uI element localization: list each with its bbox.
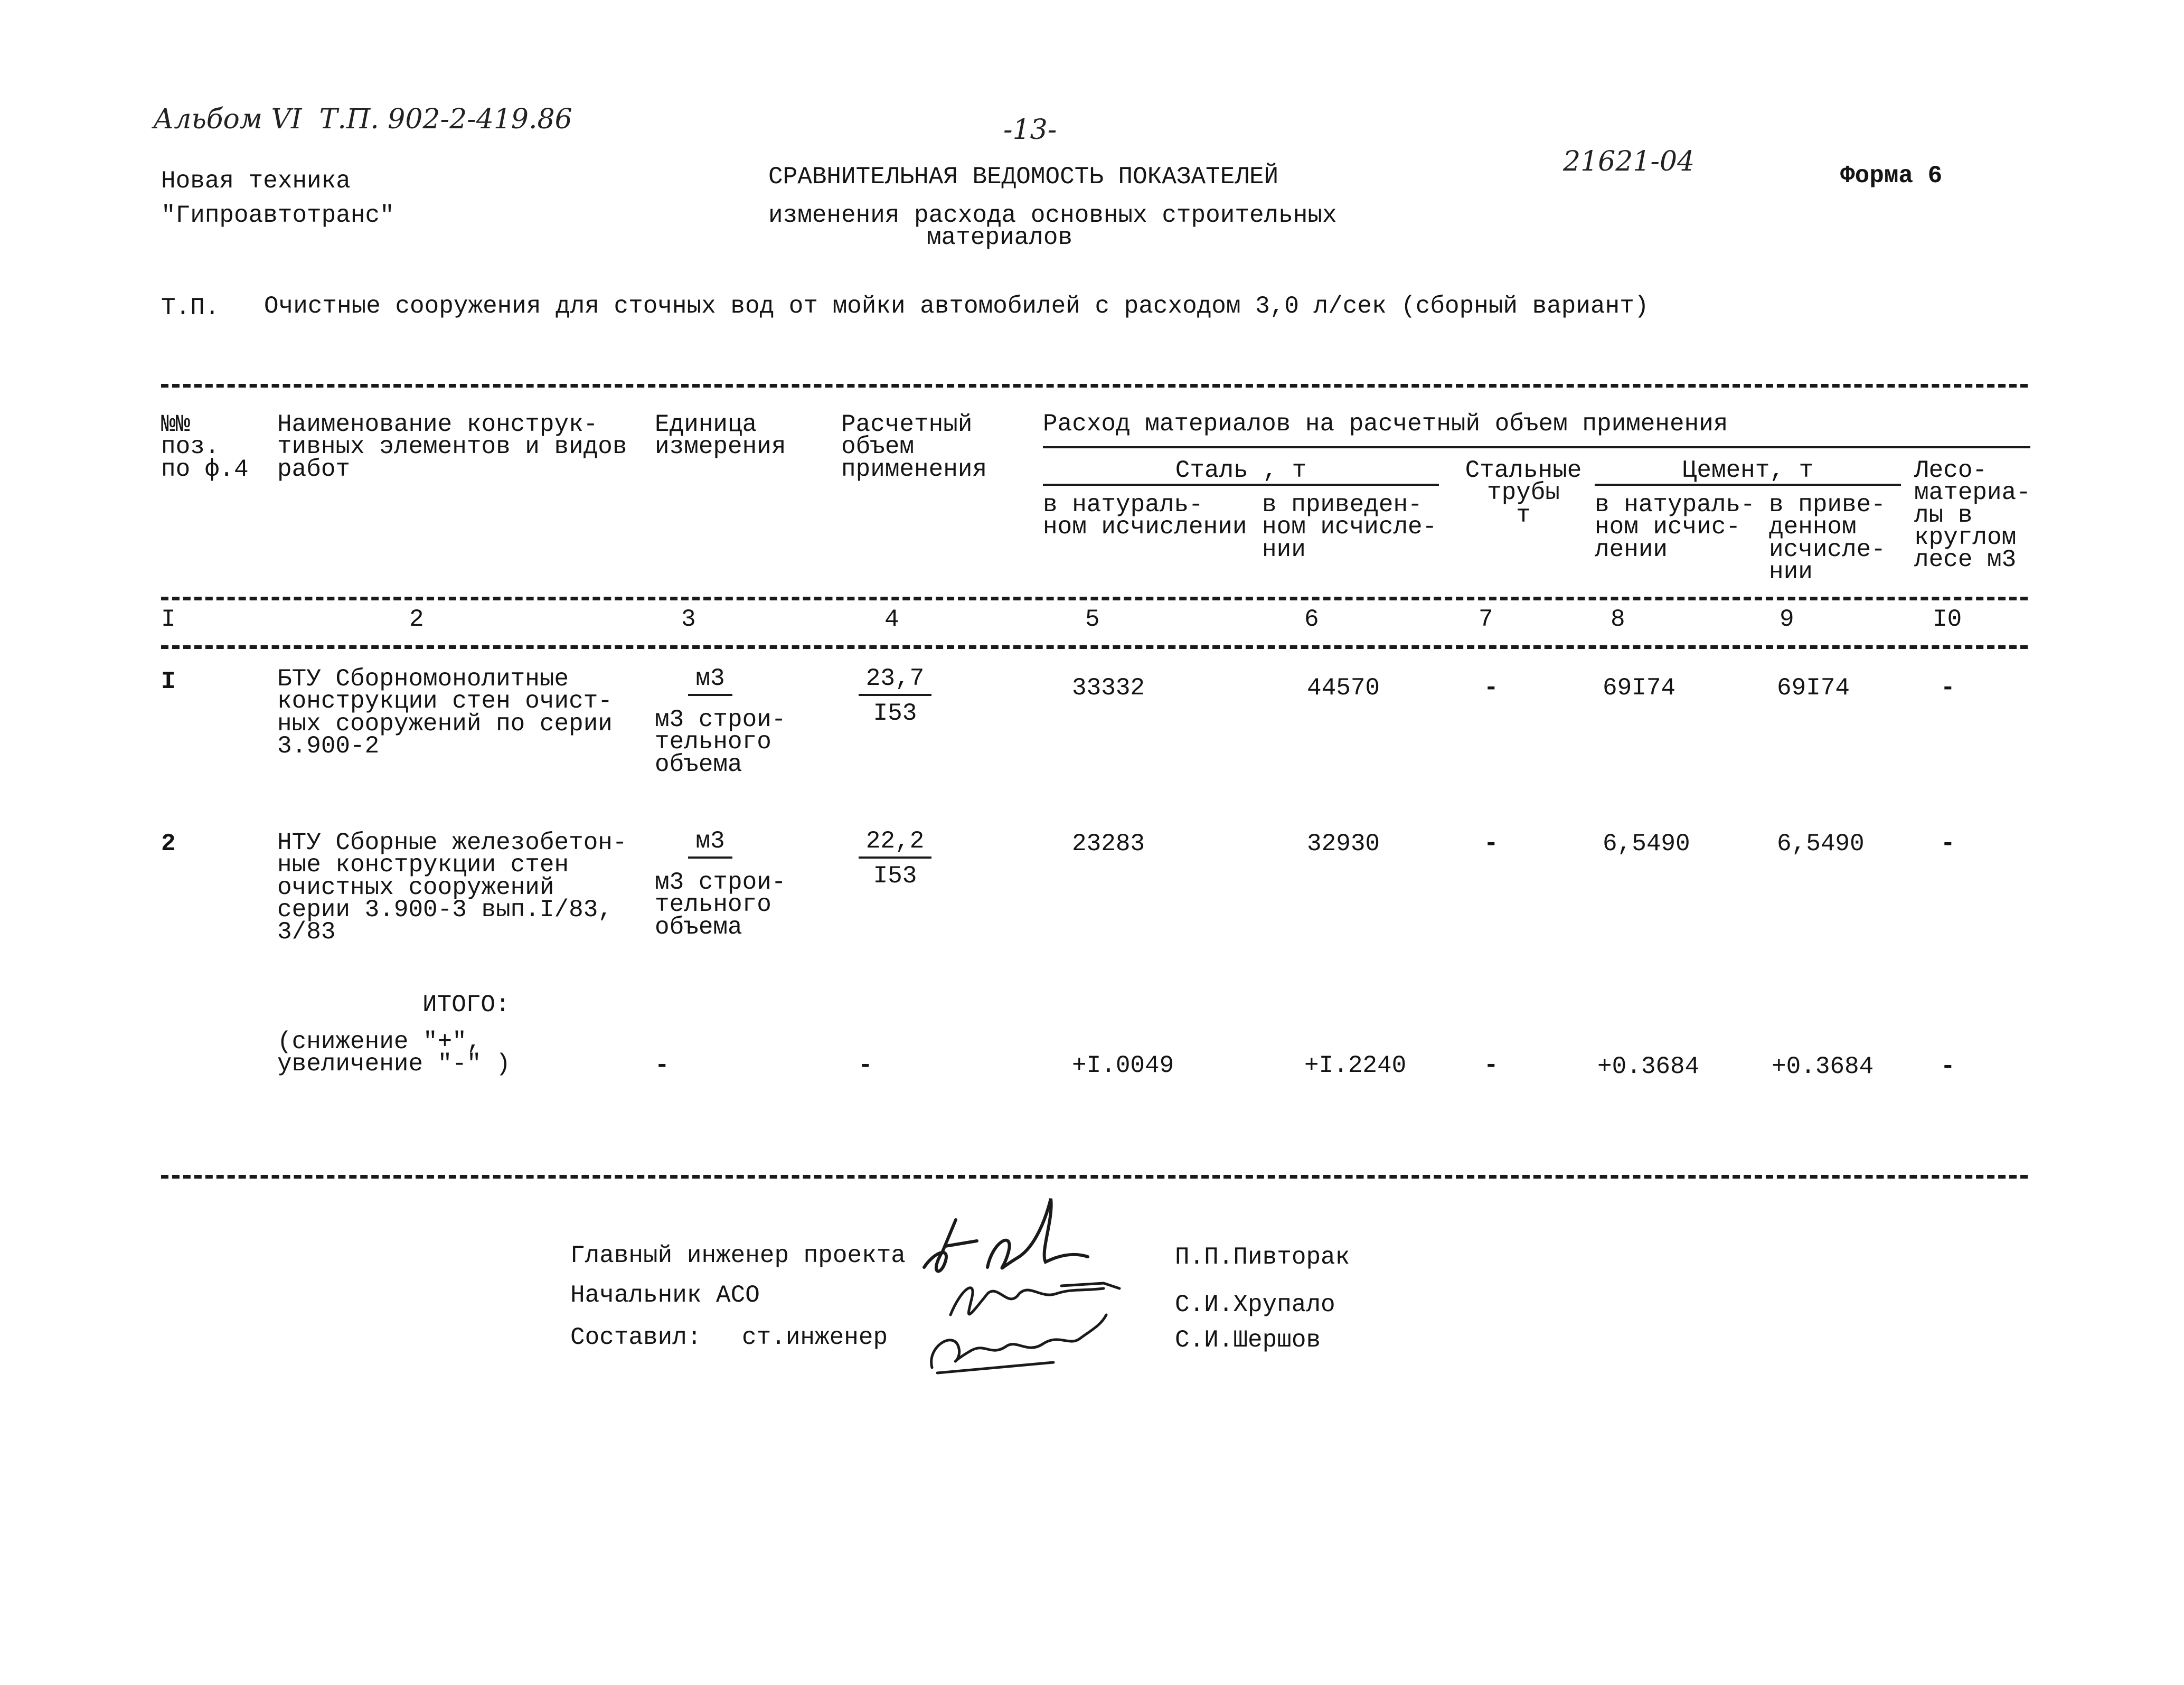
column-number: 9 bbox=[1780, 606, 1794, 633]
total-steel-reduced: +I.2240 bbox=[1304, 1052, 1407, 1079]
row-steel-pipes: - bbox=[1484, 674, 1499, 702]
header-cement-reduced: в приве- денном исчисле- нии bbox=[1769, 491, 1886, 586]
column-number: 3 bbox=[681, 606, 696, 633]
document-subtitle: изменения расхода основных строительных bbox=[768, 202, 1337, 229]
header-steel-reduced: в приведен- ном исчисле- нии bbox=[1262, 491, 1437, 563]
row-element-name: БТУ Сборномонолитные конструкции стен очист- ных сооружений по серии 3.900-2 bbox=[277, 665, 613, 760]
row-cement-natural: 69I74 bbox=[1603, 674, 1676, 702]
form-label: Форма 6 bbox=[1840, 162, 1943, 190]
column-number: 7 bbox=[1479, 606, 1493, 633]
row-cement-reduced: 6,5490 bbox=[1777, 830, 1865, 858]
document-title: СРАВНИТЕЛЬНАЯ ВЕДОМОСТЬ ПОКАЗАТЕЛЕЙ bbox=[768, 163, 1279, 191]
row-volume bbox=[840, 829, 950, 888]
row-unit-bottom: м3 строи- тельного объема bbox=[655, 706, 786, 778]
table-header-rule bbox=[161, 597, 2028, 600]
row-steel-reduced: 44570 bbox=[1307, 674, 1380, 702]
header-consumption: Расход материалов на расчетный объем применения bbox=[1043, 410, 1728, 438]
column-number: 6 bbox=[1304, 606, 1319, 633]
row-position: 2 bbox=[161, 830, 176, 858]
row-unit-bottom: м3 строи- тельного объема bbox=[655, 869, 786, 941]
total-note: (снижение "+", увеличение "-" ) bbox=[277, 1028, 511, 1078]
header-cement-natural: в натураль- ном исчис- лении bbox=[1595, 491, 1755, 563]
header-unit: Единица измерения bbox=[655, 411, 786, 461]
project-description: Очистные сооружения для сточных вод от мойки автомобилей с расходом 3,0 л/сек (сборный вариант) bbox=[264, 293, 1649, 320]
row-steel-natural: 23283 bbox=[1072, 830, 1145, 858]
total-cement-reduced: +0.3684 bbox=[1772, 1053, 1874, 1080]
column-number: I bbox=[161, 606, 176, 633]
signature-name-compiler: С.И.Шершов bbox=[1175, 1326, 1321, 1354]
row-volume bbox=[840, 666, 950, 726]
row-steel-natural: 33332 bbox=[1072, 674, 1145, 702]
table-top-rule bbox=[161, 384, 2028, 388]
page-number: -13- bbox=[1003, 114, 1057, 146]
column-number: 5 bbox=[1085, 606, 1100, 633]
row-cement-reduced: 69I74 bbox=[1777, 674, 1850, 702]
row-volume-top: 23,7 bbox=[859, 666, 931, 696]
total-cement-natural: +0.3684 bbox=[1597, 1053, 1700, 1080]
row-position: I bbox=[161, 668, 176, 695]
header-timber: Лесо- материа- лы в круглом лесе м3 bbox=[1914, 457, 2031, 574]
row-unit bbox=[647, 666, 774, 696]
org-line-1: Новая техника bbox=[161, 167, 351, 195]
table-numbers-rule bbox=[161, 645, 2028, 649]
document-code: 21621-04 bbox=[1563, 146, 1695, 177]
row-timber: - bbox=[1941, 830, 1955, 858]
document-subtitle-2: материалов bbox=[927, 224, 1073, 251]
total-label: ИТОГО: bbox=[422, 991, 510, 1019]
signature-role-head-aso: Начальник АСО bbox=[570, 1282, 760, 1309]
column-number: 2 bbox=[409, 606, 424, 633]
project-prefix: Т.П. bbox=[161, 294, 220, 322]
row-steel-reduced: 32930 bbox=[1307, 830, 1380, 858]
row-unit-top: м3 bbox=[688, 829, 732, 859]
column-number: 4 bbox=[884, 606, 899, 633]
total-volume: - bbox=[858, 1052, 873, 1079]
signature-role-compiler-title: ст.инженер bbox=[742, 1324, 888, 1351]
org-line-2: "Гипроавтотранс" bbox=[161, 202, 394, 229]
header-consumption-rule bbox=[1043, 446, 2030, 448]
header-cement: Цемент, т bbox=[1682, 457, 1814, 484]
header-cement-rule bbox=[1595, 484, 1901, 486]
header-volume: Расчетный объем применения bbox=[841, 411, 987, 483]
album-reference: Альбом VI Т.П. 902-2-419.86 bbox=[153, 103, 572, 135]
row-volume-top: 22,2 bbox=[859, 829, 931, 859]
total-steel-natural: +I.0049 bbox=[1072, 1052, 1174, 1079]
total-unit: - bbox=[655, 1052, 670, 1079]
row-steel-pipes: - bbox=[1484, 830, 1499, 858]
row-unit bbox=[647, 829, 774, 859]
signature-role-chief-engineer: Главный инженер проекта bbox=[570, 1242, 906, 1269]
signature-role-compiler: Составил: bbox=[570, 1324, 702, 1351]
header-steel: Сталь , т bbox=[1175, 457, 1307, 484]
column-number: 8 bbox=[1611, 606, 1625, 633]
table-bottom-rule bbox=[161, 1175, 2028, 1179]
header-position: №№ поз. по ф.4 bbox=[161, 411, 249, 483]
signature-name-chief-engineer: П.П.Пивторак bbox=[1175, 1244, 1350, 1271]
row-volume-bottom: I53 bbox=[873, 700, 917, 727]
header-steel-pipes: Стальные трубы т bbox=[1465, 457, 1582, 529]
header-element-name: Наименование конструк- тивных элементов и видов работ bbox=[277, 411, 627, 483]
row-cement-natural: 6,5490 bbox=[1603, 830, 1690, 858]
row-volume-bottom: I53 bbox=[873, 862, 917, 890]
row-timber: - bbox=[1941, 674, 1955, 702]
row-element-name: НТУ Сборные железобетон- ные конструкции стен очистных сооружений серии 3.900-3 вып.I/83, 3/83 bbox=[277, 829, 627, 946]
header-steel-natural: в натураль- ном исчислении bbox=[1043, 491, 1247, 541]
total-steel-pipes: - bbox=[1484, 1052, 1499, 1079]
header-steel-rule bbox=[1043, 484, 1439, 486]
signature-name-head-aso: С.И.Хрупало bbox=[1175, 1291, 1335, 1319]
signature-mark-compiler bbox=[921, 1310, 1122, 1378]
row-unit-top: м3 bbox=[688, 666, 732, 696]
column-number: I0 bbox=[1933, 606, 1962, 633]
total-timber: - bbox=[1941, 1053, 1955, 1080]
